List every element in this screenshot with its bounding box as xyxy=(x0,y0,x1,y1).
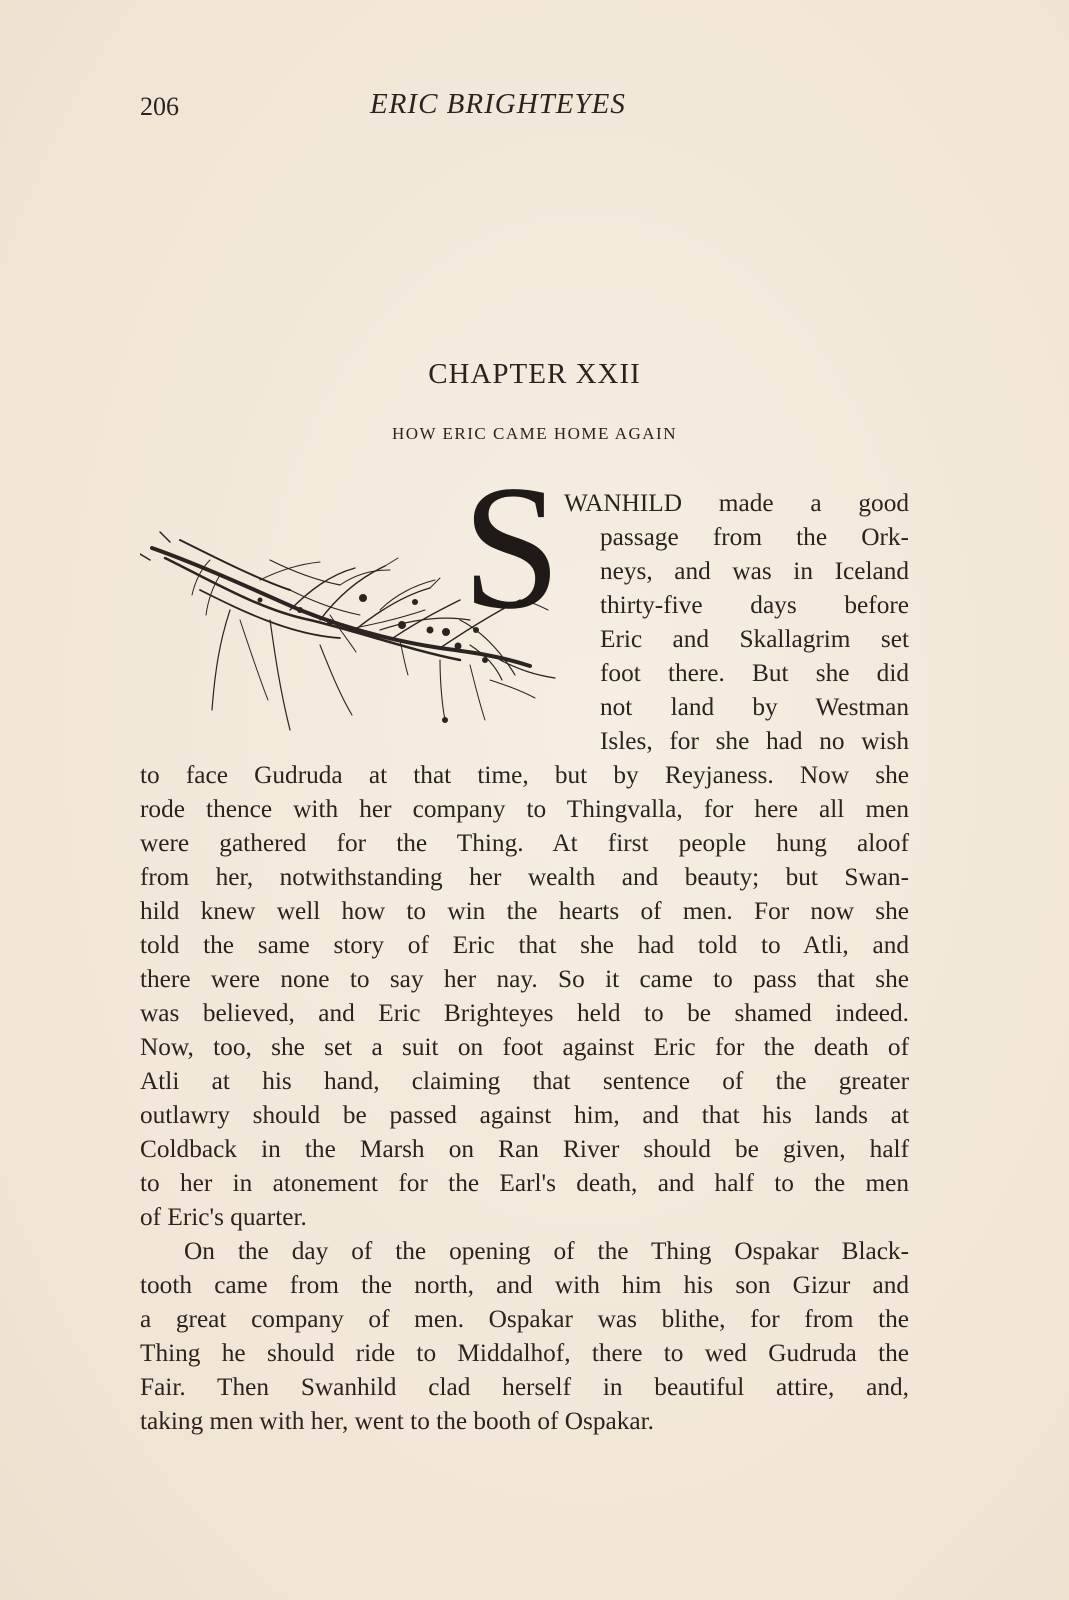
text-line: was believed, and Eric Brighteyes held to be shamed indeed. xyxy=(140,999,909,1027)
text-line: hild knew well how to win the hearts of men. For now she xyxy=(140,897,909,925)
text-line: thirty-five days before xyxy=(600,591,909,619)
page-number: 206 xyxy=(140,92,179,121)
text-line: Fair. Then Swanhild clad herself in beautiful attire, and, xyxy=(140,1373,909,1401)
text-line: to face Gudruda at that time, but by Reyjaness. Now she xyxy=(140,761,909,789)
text-line: outlawry should be passed against him, and that his lands at xyxy=(140,1101,909,1129)
text-line: Coldback in the Marsh on Ran River should be given, half xyxy=(140,1135,909,1163)
text-line: WANHILD made a good xyxy=(564,489,909,517)
text-line: not land by Westman xyxy=(600,693,909,721)
text-line: neys, and was in Iceland xyxy=(600,557,909,585)
text-line: of Eric's quarter. xyxy=(140,1203,307,1231)
text-line: tooth came from the north, and with him his son Gizur and xyxy=(140,1271,909,1299)
text-line: Atli at his hand, claiming that sentence of the greater xyxy=(140,1067,909,1095)
text-line: rode thence with her company to Thingvalla, for here all men xyxy=(140,795,909,823)
chapter-title: CHAPTER XXII xyxy=(428,358,641,390)
running-title: ERIC BRIGHTEYES xyxy=(370,88,626,120)
text-line: there were none to say her nay. So it came to pass that she xyxy=(140,965,909,993)
text-line: taking men with her, went to the booth of Ospakar. xyxy=(140,1407,654,1435)
text-line: On the day of the opening of the Thing Ospakar Black- xyxy=(184,1237,909,1265)
text-line: to her in atonement for the Earl's death, and half to the men xyxy=(140,1169,909,1197)
text-line: foot there. But she did xyxy=(600,659,909,687)
text-line: were gathered for the Thing. At first people hung aloof xyxy=(140,829,909,857)
text-line: Eric and Skallagrim set xyxy=(600,625,909,653)
text-line: Isles, for she had no wish xyxy=(600,727,909,755)
text-line: told the same story of Eric that she had told to Atli, and xyxy=(140,931,909,959)
text-line: a great company of men. Ospakar was blithe, for from the xyxy=(140,1305,909,1333)
text-line: passage from the Ork- xyxy=(600,523,909,551)
text-line: Now, too, she set a suit on foot against Eric for the death of xyxy=(140,1033,909,1061)
drop-cap-letter: S xyxy=(462,448,561,646)
text-line: Thing he should ride to Middalhof, there to wed Gudruda the xyxy=(140,1339,909,1367)
chapter-subtitle: HOW ERIC CAME HOME AGAIN xyxy=(391,424,677,443)
text-line: from her, notwithstanding her wealth and beauty; but Swan- xyxy=(140,863,909,891)
